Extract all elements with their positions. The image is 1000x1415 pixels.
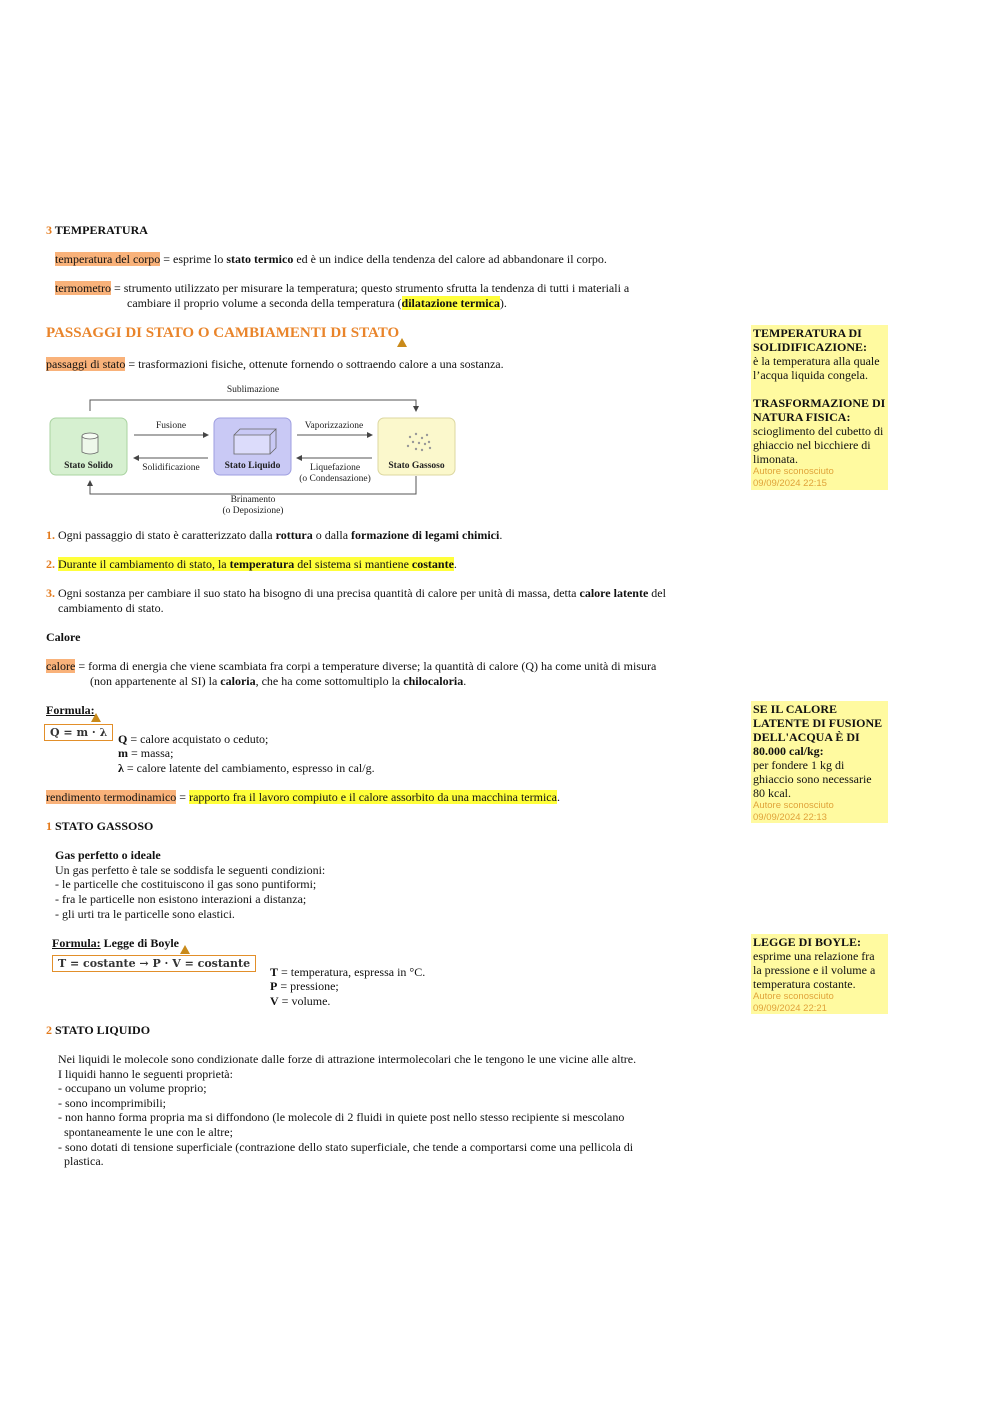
cube-icon [234,435,270,454]
section-title-liquido: 2 STATO LIQUIDO [46,1023,151,1037]
gas-line-3: - fra le particelle non esistono interazioni a distanza; [55,892,307,906]
point-1: 1. Ogni passaggio di stato è caratterizzato dalla rottura o dalla formazione di legami chimici. [46,528,503,542]
note-date: 09/09/2024 22:13 [753,812,827,823]
var-t: T = temperatura, espressa in °C. [270,965,426,979]
comment-marker-icon[interactable] [397,338,407,347]
point-3-cont: cambiamento di stato. [58,601,164,615]
formula-boyle: T = costante → P · V = costante [52,955,256,972]
label-sublimazione: Sublimazione [226,385,280,395]
var-v: V = volume. [270,994,331,1008]
page-title-passaggi: PASSAGGI DI STATO O CAMBIAMENTI DI STATO [46,325,400,341]
note-author: Autore sconosciuto [753,466,834,477]
liquid-line-4: - sono incomprimibili; [58,1096,166,1110]
label-deposizione: (o Deposizione) [222,506,284,516]
definition-termometro-cont: cambiare il proprio volume a seconda della temperatura (dilatazione termica). [127,296,507,310]
liquid-line-8: plastica. [64,1154,104,1168]
heading-calore: Calore [46,630,81,644]
comment-marker-icon[interactable] [180,945,190,954]
var-m: m = massa; [118,746,174,760]
label-solidificazione: Solidificazione [142,463,200,473]
note-date: 09/09/2024 22:21 [753,1003,827,1014]
formula-label-boyle: Formula: Legge di Boyle [52,936,179,950]
sublimazione-arrow [90,400,416,411]
point-3: 3. Ogni sostanza per cambiare il suo stato ha bisogno di una precisa quantità di calore per unità di massa, detta calore latente del [46,586,666,600]
label-brinamento: Brinamento [230,495,276,505]
label-condensazione: (o Condensazione) [299,474,371,484]
var-p: P = pressione; [270,979,339,993]
state-change-diagram [44,378,464,520]
liquid-line-5: - non hanno forma propria ma si diffondono (le molecole di 2 fluidi in quiete post nello stesso recipiente si mescolano [58,1110,625,1124]
label-fusione: Fusione [155,421,187,431]
note-author: Autore sconosciuto [753,800,834,811]
section-title-gassoso: 1 STATO GASSOSO [46,819,154,833]
liquid-line-2: I liquidi hanno le seguenti proprietà: [58,1067,233,1081]
comment-note-solidificazione[interactable]: TEMPERATURA DI SOLIDIFICAZIONE: è la temperatura alla quale l’acqua liquida congela. TRASFORMAZIONE DI NATURA FISICA: scioglimento del cubetto di ghiaccio nel bicchiere di limonata. Autore sconosciuto 09/09/2024 22:15 [751,325,888,490]
definition-rendimento: rendimento termodinamico = rapporto fra il lavoro compiuto e il calore assorbito da una macchina termica. [46,790,560,804]
formula-label-calore: Formula: [46,703,95,717]
comment-note-calore-latente[interactable]: SE IL CALORE LATENTE DI FUSIONE DELL'ACQUA È DI 80.000 cal/kg: per fondere 1 kg di ghiaccio sono necessarie 80 kcal. Autore sconosciuto 09/09/2024 22:13 [751,701,888,823]
subheading-gas-perfetto: Gas perfetto o ideale [55,848,161,862]
definition-temperatura-corpo: temperatura del corpo = esprime lo stato termico ed è un indice della tendenza del calore ad abbandonare il corpo. [55,252,607,266]
definition-passaggi: passaggi di stato = trasformazioni fisiche, ottenute fornendo o sottraendo calore a una sostanza. [46,357,504,371]
comment-note-boyle[interactable]: LEGGE DI BOYLE: esprime una relazione fra la pressione e il volume a temperatura costante. Autore sconosciuto 09/09/2024 22:21 [751,934,888,1014]
label-stato-gassoso: Stato Gassoso [388,461,445,471]
label-stato-solido: Stato Solido [64,461,113,471]
label-stato-liquido: Stato Liquido [224,461,281,471]
definition-termometro: termometro = strumento utilizzato per misurare la temperatura; questo strumento sfrutta la tendenza di tutti i materiali a [55,281,630,295]
liquid-line-7: - sono dotati di tensione superficiale (contrazione dello stato superficiale, che tende a comportarsi come una pellicola di [58,1140,634,1154]
liquid-line-1: Nei liquidi le molecole sono condizionate dalle forze di attrazione intermolecolari che le tengono le une vicine alle altre. [58,1052,637,1066]
definition-calore: calore = forma di energia che viene scambiata fra corpi a temperature diverse; la quantità di calore (Q) ha come unità di misura [46,659,657,673]
point-2: 2. Durante il cambiamento di stato, la temperatura del sistema si mantiene costante. [46,557,457,571]
note-author: Autore sconosciuto [753,991,834,1002]
label-liquefazione: Liquefazione [309,463,361,473]
liquid-line-6: spontaneamente le une con le altre; [64,1125,233,1139]
gas-line-4: - gli urti tra le particelle sono elastici. [55,907,235,921]
var-lambda: λ = calore latente del cambiamento, espresso in cal/g. [118,761,375,775]
label-vaporizzazione: Vaporizzazione [304,421,364,431]
gas-line-2: - le particelle che costituiscono il gas sono puntiformi; [55,877,317,891]
section-title-temperatura: 3 TEMPERATURA [46,223,148,237]
gas-line-1: Un gas perfetto è tale se soddisfa le seguenti condizioni: [55,863,326,877]
var-q: Q = calore acquistato o ceduto; [118,732,269,746]
definition-calore-cont: (non appartenente al SI) la caloria, che ha come sottomultiplo la chilocaloria. [90,674,467,688]
comment-marker-icon[interactable] [91,713,101,722]
liquid-line-3: - occupano un volume proprio; [58,1081,207,1095]
formula-calore-latente: Q = m · λ [44,724,113,741]
note-date: 09/09/2024 22:15 [753,478,827,489]
